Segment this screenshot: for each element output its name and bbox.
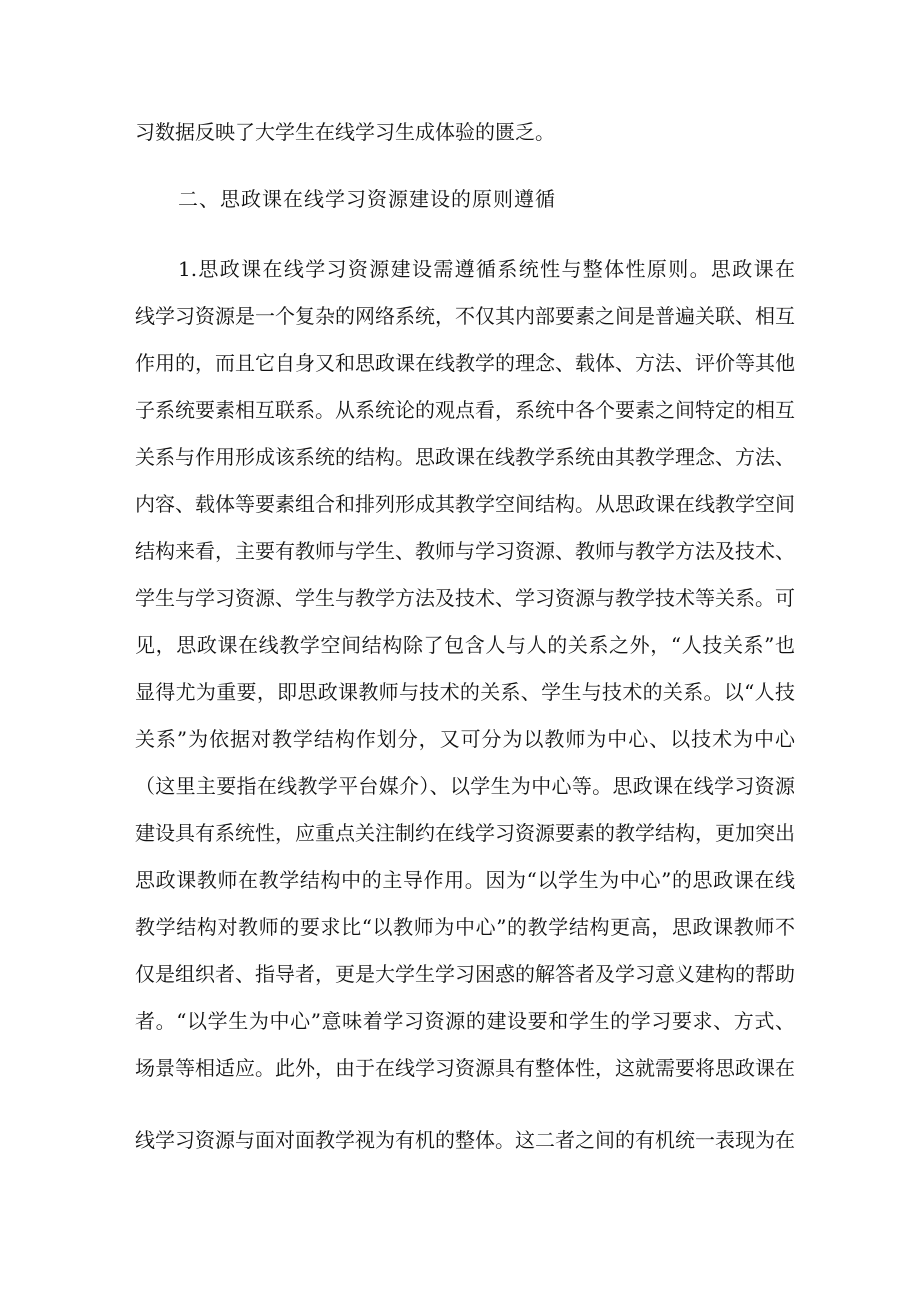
paragraph-line: 仅是组织者、指导者，更是大学生学习困惑的解答者及学习意义建构的帮助 bbox=[135, 962, 795, 986]
paragraph-line: 1.思政课在线学习资源建设需遵循系统性与整体性原则。思政课在 bbox=[178, 257, 795, 281]
opening-line: 习数据反映了大学生在线学习生成体验的匮乏。 bbox=[135, 120, 555, 144]
paragraph-line: 者。“以学生为中心”意味着学习资源的建设要和学生的学习要求、方式、 bbox=[135, 1009, 795, 1033]
paragraph-line: 建设具有系统性，应重点关注制约在线学习资源要素的教学结构，更加突出 bbox=[135, 821, 795, 845]
paragraph-line: 内容、载体等要素组合和排列形成其教学空间结构。从思政课在线教学空间 bbox=[135, 492, 795, 516]
paragraph-line: 思政课教师在教学结构中的主导作用。因为“以学生为中心”的思政课在线 bbox=[135, 868, 795, 892]
paragraph-line: 显得尤为重要，即思政课教师与技术的关系、学生与技术的关系。以“人技 bbox=[135, 680, 795, 704]
paragraph-line: 教学结构对教师的要求比“以教师为中心”的教学结构更高，思政课教师不 bbox=[135, 915, 795, 939]
paragraph-line: 子系统要素相互联系。从系统论的观点看，系统中各个要素之间特定的相互 bbox=[135, 398, 795, 422]
section-heading: 二、思政课在线学习资源建设的原则遵循 bbox=[178, 187, 556, 211]
paragraph-line: 关系”为依据对教学结构作划分，又可分为以教师为中心、以技术为中心 bbox=[135, 727, 795, 751]
paragraph-line: 关系与作用形成该系统的结构。思政课在线教学系统由其教学理念、方法、 bbox=[135, 445, 795, 469]
paragraph-line: 线学习资源与面对面教学视为有机的整体。这二者之间的有机统一表现为在 bbox=[135, 1128, 795, 1152]
paragraph-line: 线学习资源是一个复杂的网络系统，不仅其内部要素之间是普遍关联、相互 bbox=[135, 304, 795, 328]
paragraph-line: 场景等相适应。此外，由于在线学习资源具有整体性，这就需要将思政课在 bbox=[135, 1056, 795, 1080]
paragraph-line: （这里主要指在线教学平台媒介）、以学生为中心等。思政课在线学习资源 bbox=[135, 774, 795, 798]
paragraph-line: 学生与学习资源、学生与教学方法及技术、学习资源与教学技术等关系。可 bbox=[135, 586, 795, 610]
paragraph-line: 作用的，而且它自身又和思政课在线教学的理念、载体、方法、评价等其他 bbox=[135, 351, 795, 375]
paragraph-line: 结构来看，主要有教师与学生、教师与学习资源、教师与教学方法及技术、 bbox=[135, 539, 795, 563]
paragraph-line: 见，思政课在线教学空间结构除了包含人与人的关系之外，“人技关系”也 bbox=[135, 633, 795, 657]
